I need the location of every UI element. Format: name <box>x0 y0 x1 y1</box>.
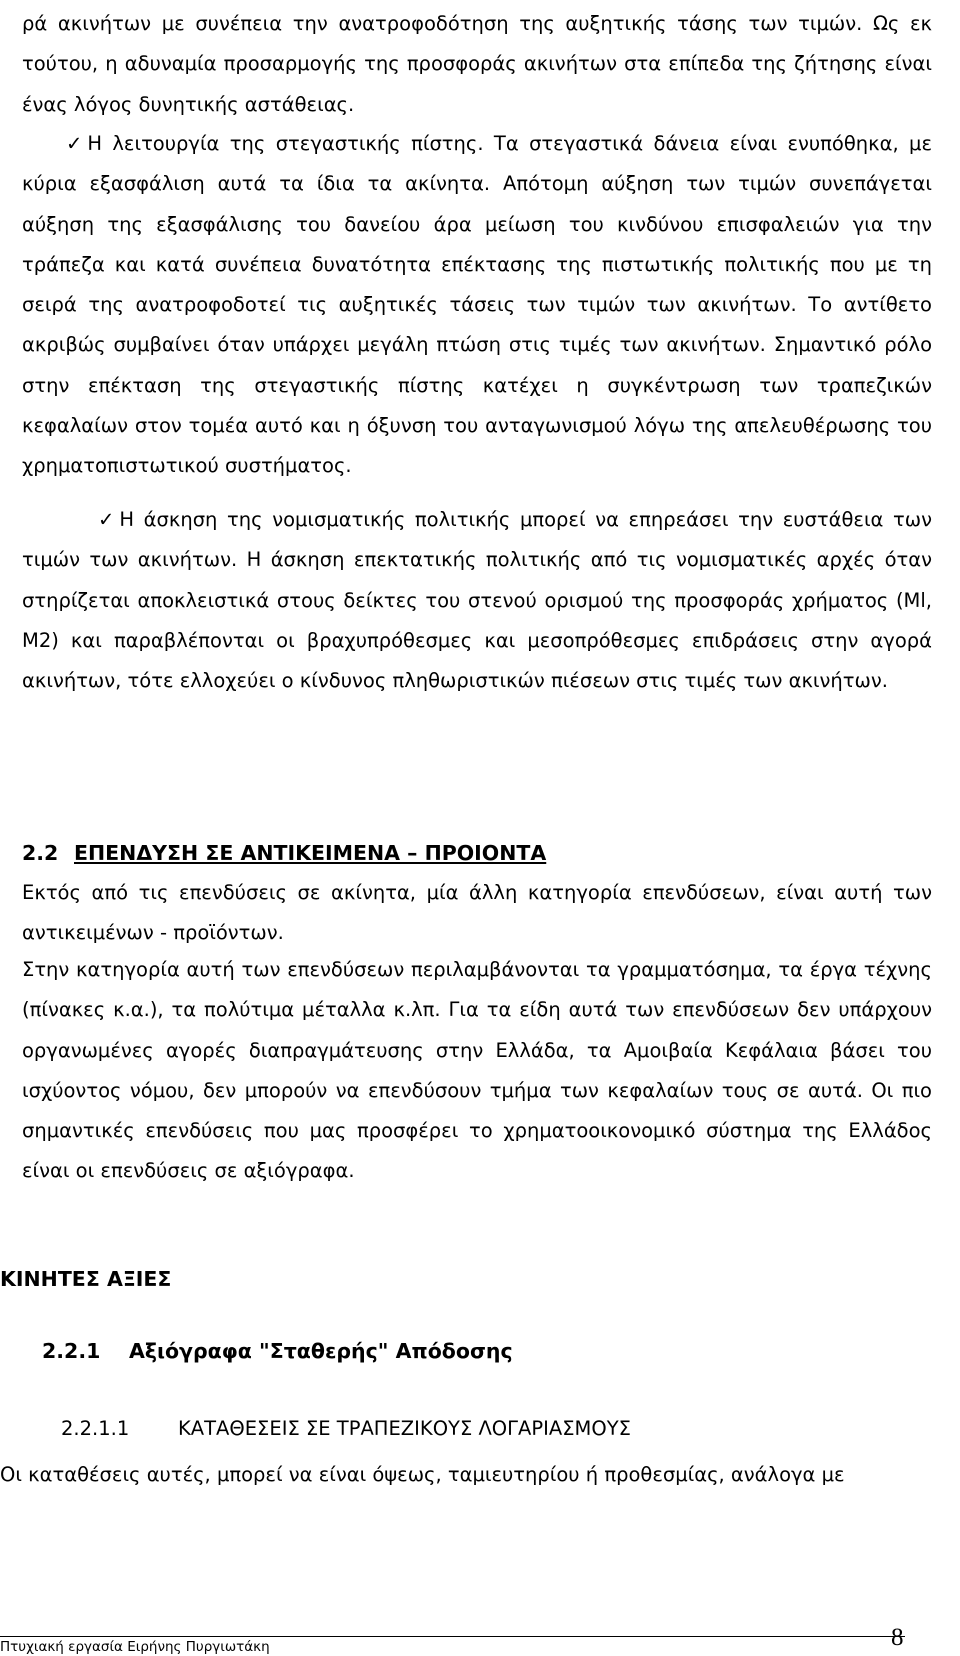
section-title: Αξιόγραφα "Σταθερής" Απόδοσης <box>129 1339 513 1363</box>
paragraph-housing-credit-text: Η λειτουργία της στεγαστικής πίστης. Τα στεγαστικά δάνεια είναι ενυπόθηκα, με κύρια εξασφάλιση αυτά τα ίδια τα ακίνητα. Απότομη αύξηση των τιμών συνεπάγεται αύξηση της εξασφάλισης του δανείου άρα μείωση του κινδύνου επισφαλειών για την τράπεζα και κατά συνέπεια δυνατότητα επέκτασης της πιστωτικής πολιτικής που με τη σειρά της ανατροφοδοτεί τις αυξητικές τάσεις των τιμών των ακινήτων. Το αντίθετο ακριβώς συμβαίνει όταν υπάρχει μεγάλη πτώση στις τιμές των ακινήτων. Σημαντικό ρόλο στην επέκταση της στεγαστικής πίστης κατέχει η συγκέντρωση των τραπεζικών κεφαλαίων στον τομέα αυτό και η όξυνση του ανταγωνισμού λόγω της απελευθέρωσης του χρηματοπιστωτικού συστήματος. <box>22 132 932 478</box>
heading-securities: ΚΙΝΗΤΕΣ ΑΞΙΕΣ <box>0 1267 172 1291</box>
checkmark-icon: ✓ <box>98 508 115 531</box>
section-title: ΕΠΕΝΔΥΣΗ ΣΕ ΑΝΤΙΚΕΙΜΕΝΑ – ΠΡΟΙΟΝΤΑ <box>74 841 547 865</box>
section-number: 2.2.1 <box>42 1339 101 1363</box>
paragraph-monetary-policy <box>22 500 932 701</box>
page-footer <box>0 1624 960 1656</box>
paragraph-monetary-policy-text: Η άσκηση της νομισματικής πολιτικής μπορεί να επηρεάσει την ευστάθεια των τιμών των ακινήτων. Η άσκηση επεκτατικής πολιτικής από τις νομισματικές αρχές όταν στηρίζεται αποκλειστικά στους δείκτες του στενού ορισμού της προσφοράς χρήματος (Μl, Μ2) και παραβλέπονται οι βραχυπρόθεσμες και μεσοπρόθεσμες επιδράσεις στην αγορά ακινήτων, τότε ελλοχεύει ο κίνδυνος πληθωριστικών πιέσεων στις τιμές των ακινήτων. <box>22 508 932 693</box>
checkmark-icon: ✓ <box>66 132 83 155</box>
paragraph-deposits: Οι καταθέσεις αυτές, μπορεί να είναι όψεως, ταμιευτηρίου ή προθεσμίας, ανάλογα με <box>0 1463 845 1486</box>
page-number: 8 <box>891 1624 904 1651</box>
section-heading-2-2-1-1 <box>61 1416 631 1442</box>
section-number: 2.2 <box>22 841 59 865</box>
paragraph-objects-category: Στην κατηγορία αυτή των επενδύσεων περιλαμβάνονται τα γραμματόσημα, τα έργα τέχνης (πίνακες κ.α.), τα πολύτιμα μέταλλα κ.λπ. Για τα είδη αυτά των επενδύσεων δεν υπάρχουν οργανωμένες αγορές διαπραγμάτευσης στην Ελλάδα, τα Αμοιβαία Κεφάλαια βάσει του ισχύοντος νόμου, δεν μπορούν να επενδύσουν τμήμα των κεφαλαίων τους σε αυτά. Οι πιο σημαντικές επενδύσεις που μας προσφέρει το χρηματοοικονομικό σύστημα της Ελλάδος είναι οι επενδύσεις σε αξιόγραφα. <box>22 958 932 1183</box>
section-heading-2-2 <box>22 840 546 866</box>
paragraph-housing-supply: ρά ακινήτων με συνέπεια την ανατροφοδότηση της αυξητικής τάσης των τιμών. Ως εκ τούτου, η αδυναμία προσαρμογής της προσφοράς ακινήτων στα επίπεδα της ζήτησης είναι ένας λόγος δυνητικής αστάθειας. <box>22 12 932 116</box>
paragraph-objects-intro: Εκτός από τις επενδύσεις σε ακίνητα, μία άλλη κατηγορία επενδύσεων, είναι αυτή των αντικειμένων - προϊόντων. <box>22 881 932 945</box>
section-title: ΚΑΤΑΘΕΣΕΙΣ ΣΕ ΤΡΑΠΕΖΙΚΟΥΣ ΛΟΓΑΡΙΑΣΜΟΥΣ <box>178 1417 631 1440</box>
footer-author: Πτυχιακή εργασία Ειρήνης Πυργιωτάκη <box>0 1639 270 1655</box>
section-heading-2-2-1 <box>42 1338 513 1364</box>
section-number: 2.2.1.1 <box>61 1417 130 1440</box>
footer-divider <box>0 1636 905 1637</box>
paragraph-housing-credit <box>22 124 932 487</box>
